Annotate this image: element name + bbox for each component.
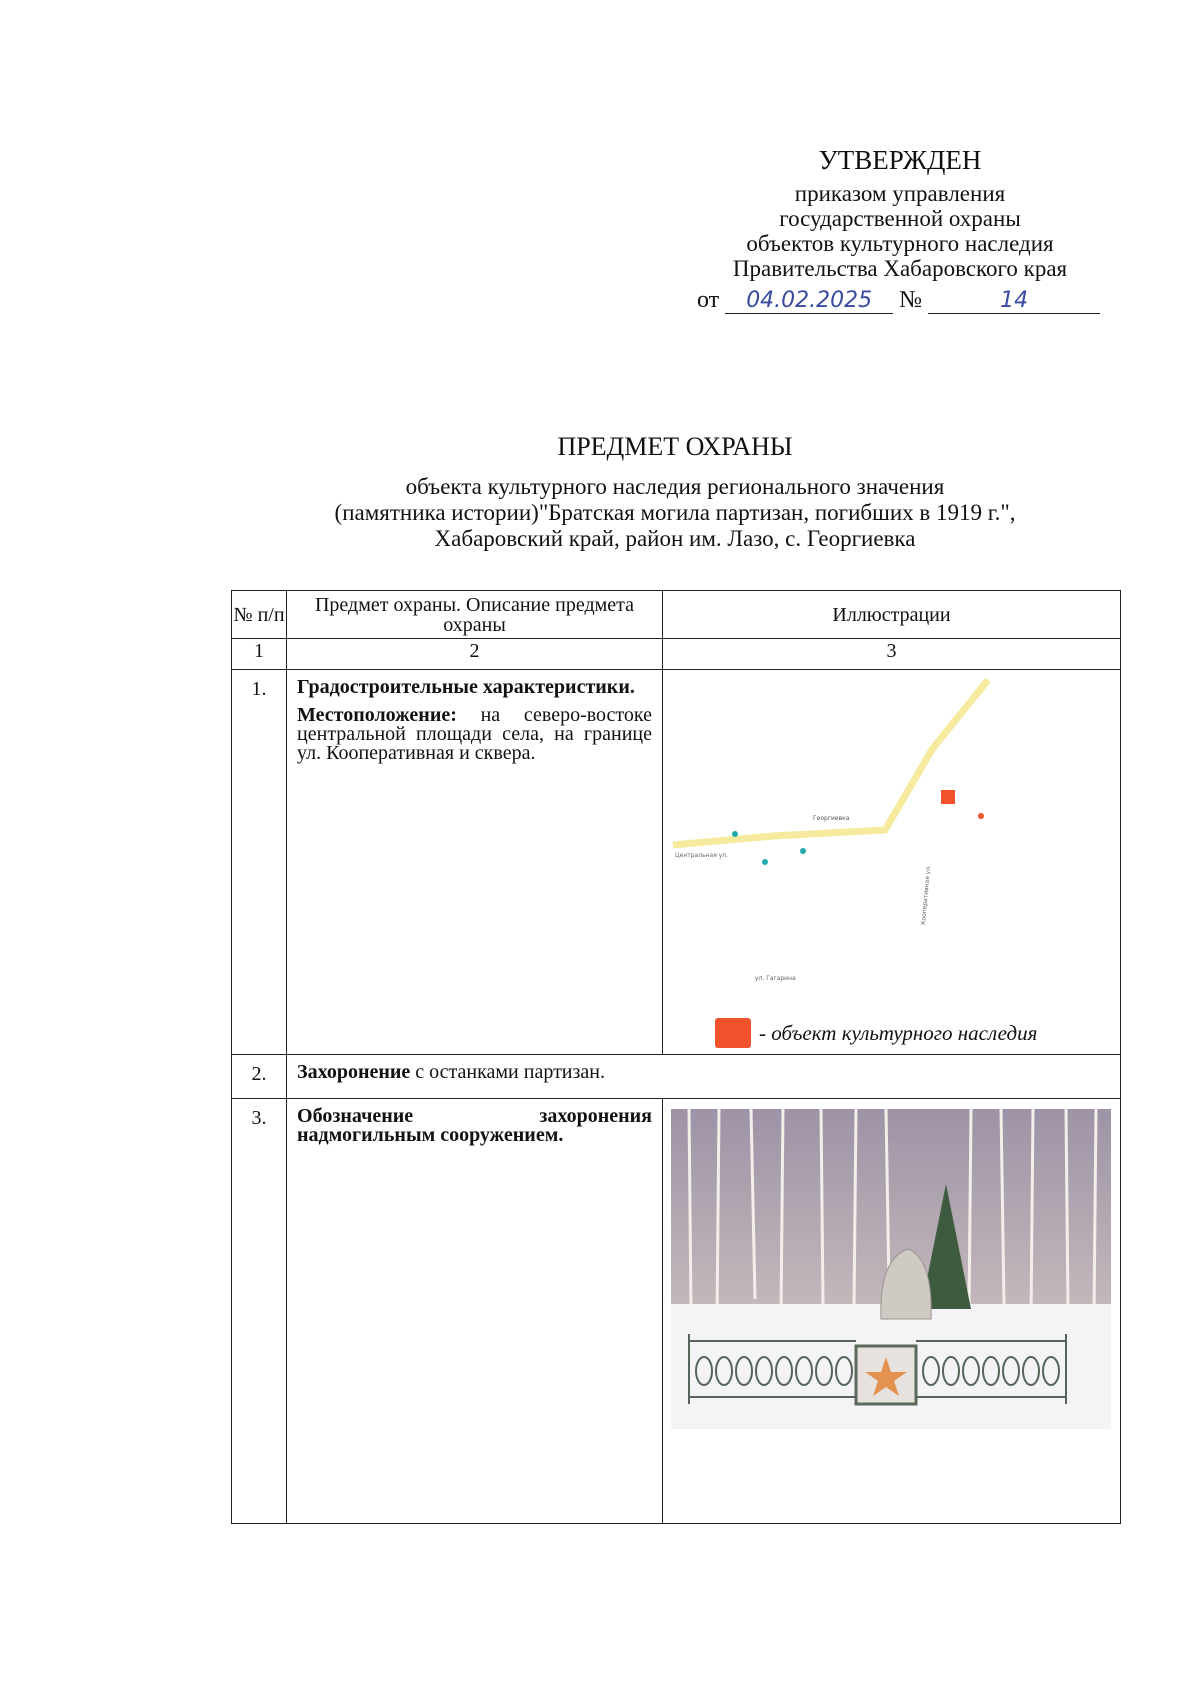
row-description bbox=[287, 1099, 663, 1524]
index-cell: 1 bbox=[232, 639, 287, 670]
protection-table bbox=[231, 590, 1121, 1524]
number-sign: № bbox=[899, 287, 923, 313]
map-poi bbox=[732, 831, 738, 837]
table-index-row bbox=[232, 639, 1121, 670]
date-prefix: от bbox=[697, 287, 720, 313]
memorial-photo bbox=[671, 1109, 1111, 1429]
map-legend bbox=[715, 1018, 1037, 1048]
map-poi bbox=[978, 813, 984, 819]
row-number: 3. bbox=[232, 1099, 287, 1524]
row-text: с останками партизан. bbox=[410, 1061, 605, 1083]
approval-line: Правительства Хабаровского края bbox=[732, 256, 1068, 281]
index-cell: 3 bbox=[663, 639, 1121, 670]
header-number: № п/п bbox=[232, 591, 287, 639]
subtitle-line: (памятника истории)"Братская могила партизан, погибших в 1919 г.", bbox=[334, 500, 1016, 525]
document-title: ПРЕДМЕТ ОХРАНЫ bbox=[557, 432, 793, 461]
map-poi bbox=[800, 848, 806, 854]
map-village-label: Георгиевка bbox=[813, 815, 850, 822]
row-number: 1. bbox=[232, 670, 287, 1055]
document-subtitle bbox=[0, 474, 1200, 552]
map-illustration-cell bbox=[663, 670, 1121, 1055]
subtitle-line: объекта культурного наследия регионального значения bbox=[405, 474, 945, 499]
header-illustrations: Иллюстрации bbox=[663, 591, 1121, 639]
row-label: Местоположение: bbox=[297, 704, 457, 726]
photo-illustration-cell bbox=[663, 1099, 1121, 1524]
location-map bbox=[663, 670, 1120, 1054]
row-number: 2. bbox=[232, 1055, 287, 1099]
row-title: Градостроительные характеристики. bbox=[297, 676, 635, 698]
row-description bbox=[287, 1055, 1121, 1099]
table-header-row bbox=[232, 591, 1121, 639]
map-street-label: Центральная ул. bbox=[675, 852, 729, 859]
approval-stamp bbox=[690, 145, 1110, 281]
approval-line: государственной охраны bbox=[779, 206, 1021, 231]
handwritten-number: 14 bbox=[928, 288, 1100, 314]
subtitle-line: Хабаровский край, район им. Лазо, с. Георгиевка bbox=[434, 526, 916, 551]
map-street-label: Кооперативная ул. bbox=[920, 864, 933, 926]
table-row bbox=[232, 1055, 1121, 1099]
table-row bbox=[232, 670, 1121, 1055]
row-text: на северо-востоке центральной площади села, на границе ул. Кооперативная и сквера. bbox=[297, 704, 652, 764]
map-poi bbox=[762, 859, 768, 865]
map-street-label: ул. Гагарина bbox=[755, 975, 796, 982]
row-label: Захоронение bbox=[297, 1061, 411, 1083]
date-number-line bbox=[697, 287, 1100, 314]
approval-line: приказом управления bbox=[794, 181, 1006, 206]
row-label: Обозначение захоронения надмогильным сооружением. bbox=[297, 1105, 652, 1146]
row-description bbox=[287, 670, 663, 1055]
approval-line: объектов культурного наследия bbox=[746, 231, 1054, 256]
approval-heading: УТВЕРЖДЕН bbox=[818, 145, 982, 175]
legend-text: - объект культурного наследия bbox=[759, 1020, 1038, 1045]
index-cell: 2 bbox=[287, 639, 663, 670]
heritage-object-marker bbox=[941, 790, 955, 804]
handwritten-date: 04.02.2025 bbox=[725, 288, 893, 314]
header-description: Предмет охраны. Описание предмета охраны bbox=[287, 591, 663, 639]
table-row bbox=[232, 1099, 1121, 1524]
legend-swatch bbox=[715, 1018, 751, 1048]
